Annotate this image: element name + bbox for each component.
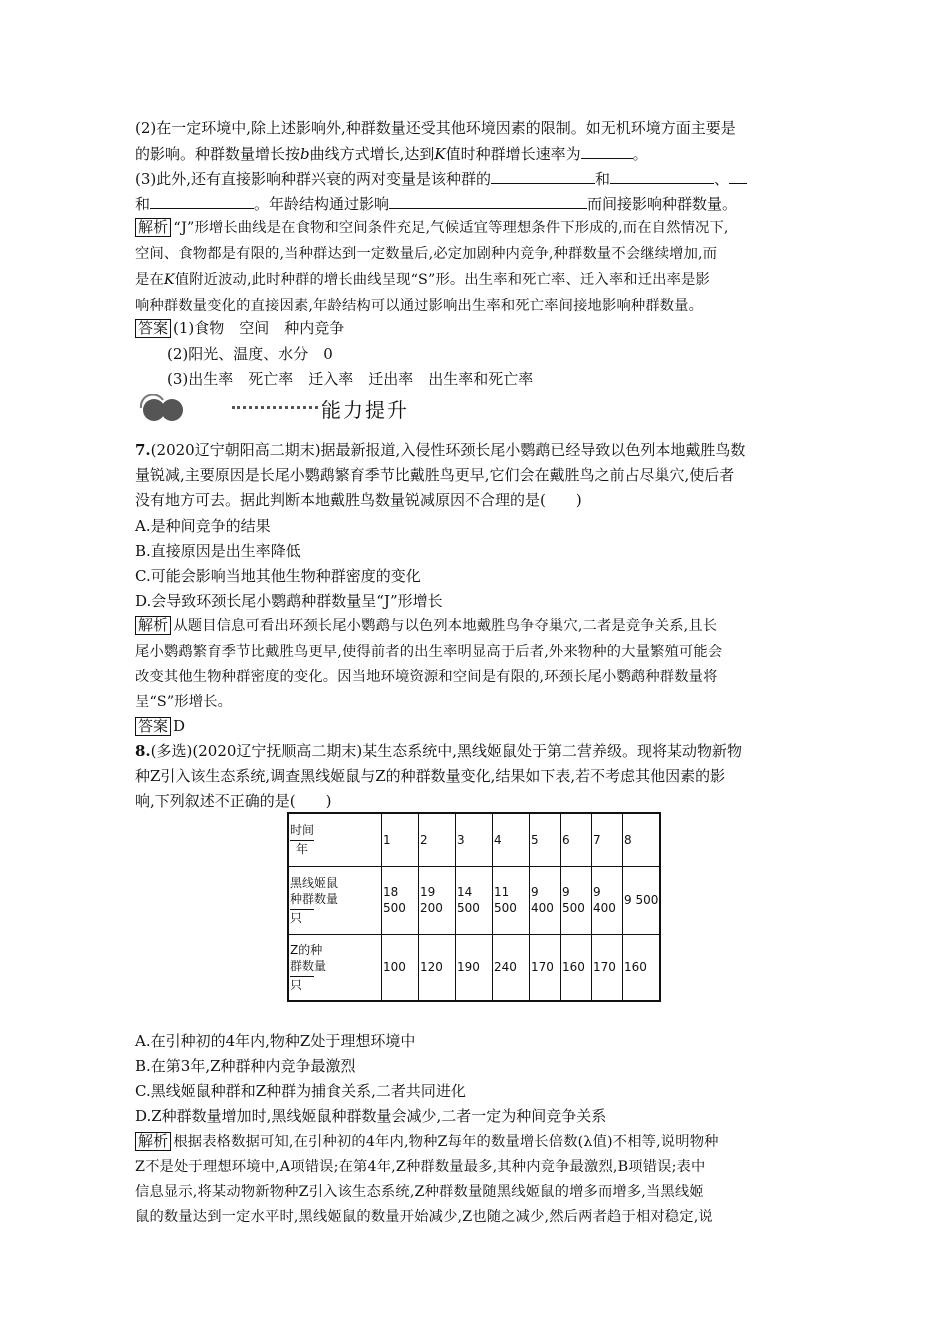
q6-answer-line2: (2)阳光、温度、水分 0 [167,345,333,363]
table-row [288,813,660,866]
table-row [288,934,660,1001]
q6-explanation-line1: 解析 “J”形增长曲线是在食物和空间条件充足,气候适宜等理想条件下形成的,而在自然情况下, [135,218,729,238]
value-cell: 120 [419,934,456,1001]
q7-option-a[interactable]: A.是种间竞争的结果 [135,517,271,535]
answer-blank[interactable] [729,168,747,184]
header-cell: 时间 年 [288,813,382,866]
value-cell: 100 [382,934,419,1001]
q6-part3-line2: 和 。年龄结构通过影响 而间接影响种群数量。 [135,195,738,213]
answer-blank[interactable] [610,168,714,184]
q6-part2-line2: 的影响。种群数量增长按b曲线方式增长,达到K值时种群增长速率为 。 [135,145,648,163]
section-header [135,392,735,422]
year-cell: 4 [493,813,530,866]
q8-stem-line1: 8.(多选)(2020辽宁抚顺高二期末)某生态系统中,黑线姬鼠处于第二营养级。现将某动物新物 [135,742,743,760]
q7-option-d[interactable]: D.会导致环颈长尾小鹦鹉种群数量呈“J”形增长 [135,592,443,610]
year-cell: 8 [623,813,661,866]
value-cell: 170 [592,934,623,1001]
year-cell: 6 [561,813,592,866]
explanation-tag: 解析 [135,218,171,237]
q6-part2-line1: (2)在一定环境中,除上述影响外,种群数量还受其他环境因素的限制。如无机环境方面主要是 [135,119,736,137]
q7-stem-line1: 7.(2020辽宁朝阳高二期末)据最新报道,入侵性环颈长尾小鹦鹉已经导致以色列本地戴胜鸟数 [135,441,746,459]
dotted-leader [232,406,318,409]
two-circles-dots-icon [135,394,187,422]
table-row [288,866,660,934]
answer-tag: 答案 [135,319,171,338]
q7-stem-line3: 没有地方可去。据此判断本地戴胜鸟数量锐减原因不合理的是( ) [135,491,582,509]
value-cell: 190 [456,934,493,1001]
population-table [287,812,661,1002]
q8-option-a[interactable]: A.在引种初的4年内,物种Z处于理想环境中 [135,1032,416,1050]
explanation-tag: 解析 [135,616,171,635]
q6-explanation-line3: 是在K值附近波动,此时种群的增长曲线呈现“S”形。出生率和死亡率、迁入率和迁出率是影 [135,272,710,288]
year-cell: 2 [419,813,456,866]
value-cell: 18 500 [382,866,419,934]
q8-option-b[interactable]: B.在第3年,Z种群种内竞争最激烈 [135,1057,356,1075]
answer-blank[interactable] [389,193,587,209]
q7-explanation-line2: 尾小鹦鹉繁育季节比戴胜鸟更早,使得前者的出生率明显高于后者,外来物种的大量繁殖可能会 [135,644,723,660]
q7-stem-line2: 量锐减,主要原因是长尾小鹦鹉繁育季节比戴胜鸟更早,它们会在戴胜鸟之前占尽巢穴,使后者 [135,466,735,484]
q8-stem-line2: 种Z引入该生态系统,调查黑线姬鼠与Z的种群数量变化,结果如下表,若不考虑其他因素的影 [135,767,726,785]
row-label-cell: Z的种 群数量 只 [288,934,382,1001]
explanation-tag: 解析 [135,1132,171,1151]
value-cell: 19 200 [419,866,456,934]
value-cell: 240 [493,934,530,1001]
value-cell: 14 500 [456,866,493,934]
answer-blank[interactable] [491,168,595,184]
q6-explanation-line2: 空间、食物都是有限的,当种群达到一定数量后,必定加剧种内竞争,种群数量不会继续增加,而 [135,246,718,262]
q6-answer-line3: (3)出生率 死亡率 迁入率 迁出率 出生率和死亡率 [167,370,534,388]
q8-explanation-line3: 信息显示,将某动物新物种Z引入该生态系统,Z种群数量随黑线姬鼠的增多而增多,当黑线姬 [135,1184,704,1200]
answer-blank[interactable] [581,143,633,159]
year-cell: 3 [456,813,493,866]
year-cell: 5 [530,813,561,866]
q8-stem-line3: 响,下列叙述不正确的是( ) [135,792,332,810]
value-cell: 9 500 [561,866,592,934]
q8-option-c[interactable]: C.黑线姬鼠种群和Z种群为捕食关系,二者共同进化 [135,1082,466,1100]
row-label-cell: 黑线姬鼠 种群数量 只 [288,866,382,934]
section-title: 能力提升 [321,398,409,422]
answer-blank[interactable] [150,193,254,209]
q6-answer-line1: 答案 (1)食物 空间 种内竞争 [135,318,344,338]
q7-option-b[interactable]: B.直接原因是出生率降低 [135,542,301,560]
q6-part3-line1: (3)此外,还有直接影响种群兴衰的两对变量是该种群的 和 、 [135,168,747,189]
q7-explanation-line3: 改变其他生物种群密度的变化。因当地环境资源和空间是有限的,环颈长尾小鹦鹉种群数量将 [135,669,718,685]
value-cell: 9 400 [530,866,561,934]
q7-option-c[interactable]: C.可能会影响当地其他生物种群密度的变化 [135,567,421,585]
answer-tag: 答案 [135,717,171,736]
q7-explanation-line1: 解析 从题目信息可看出环颈长尾小鹦鹉与以色列本地戴胜鸟争夺巢穴,二者是竞争关系,且长 [135,616,717,636]
year-cell: 1 [382,813,419,866]
value-cell: 9 400 [592,866,623,934]
value-cell: 11 500 [493,866,530,934]
q8-option-d[interactable]: D.Z种群数量增加时,黑线姬鼠种群数量会减少,二者一定为种间竞争关系 [135,1107,607,1125]
q7-explanation-line4: 呈“S”形增长。 [135,694,233,710]
year-cell: 7 [592,813,623,866]
q7-answer: 答案 D [135,716,185,736]
value-cell: 170 [530,934,561,1001]
q6-explanation-line4: 响种群数量变化的直接因素,年龄结构可以通过影响出生率和死亡率间接地影响种群数量。 [135,298,704,314]
q8-explanation-line1: 解析 根据表格数据可知,在引种初的4年内,物种Z每年的数量增长倍数(λ值)不相等,说明物种 [135,1132,719,1152]
value-cell: 9 500 [623,866,661,934]
q8-explanation-line4: 鼠的数量达到一定水平时,黑线姬鼠的数量开始减少,Z也随之减少,然后两者趋于相对稳定,说 [135,1209,713,1225]
value-cell: 160 [623,934,661,1001]
q8-explanation-line2: Z不是处于理想环境中,A项错误;在第4年,Z种群数量最多,其种内竞争最激烈,B项错误;表中 [135,1159,706,1175]
value-cell: 160 [561,934,592,1001]
